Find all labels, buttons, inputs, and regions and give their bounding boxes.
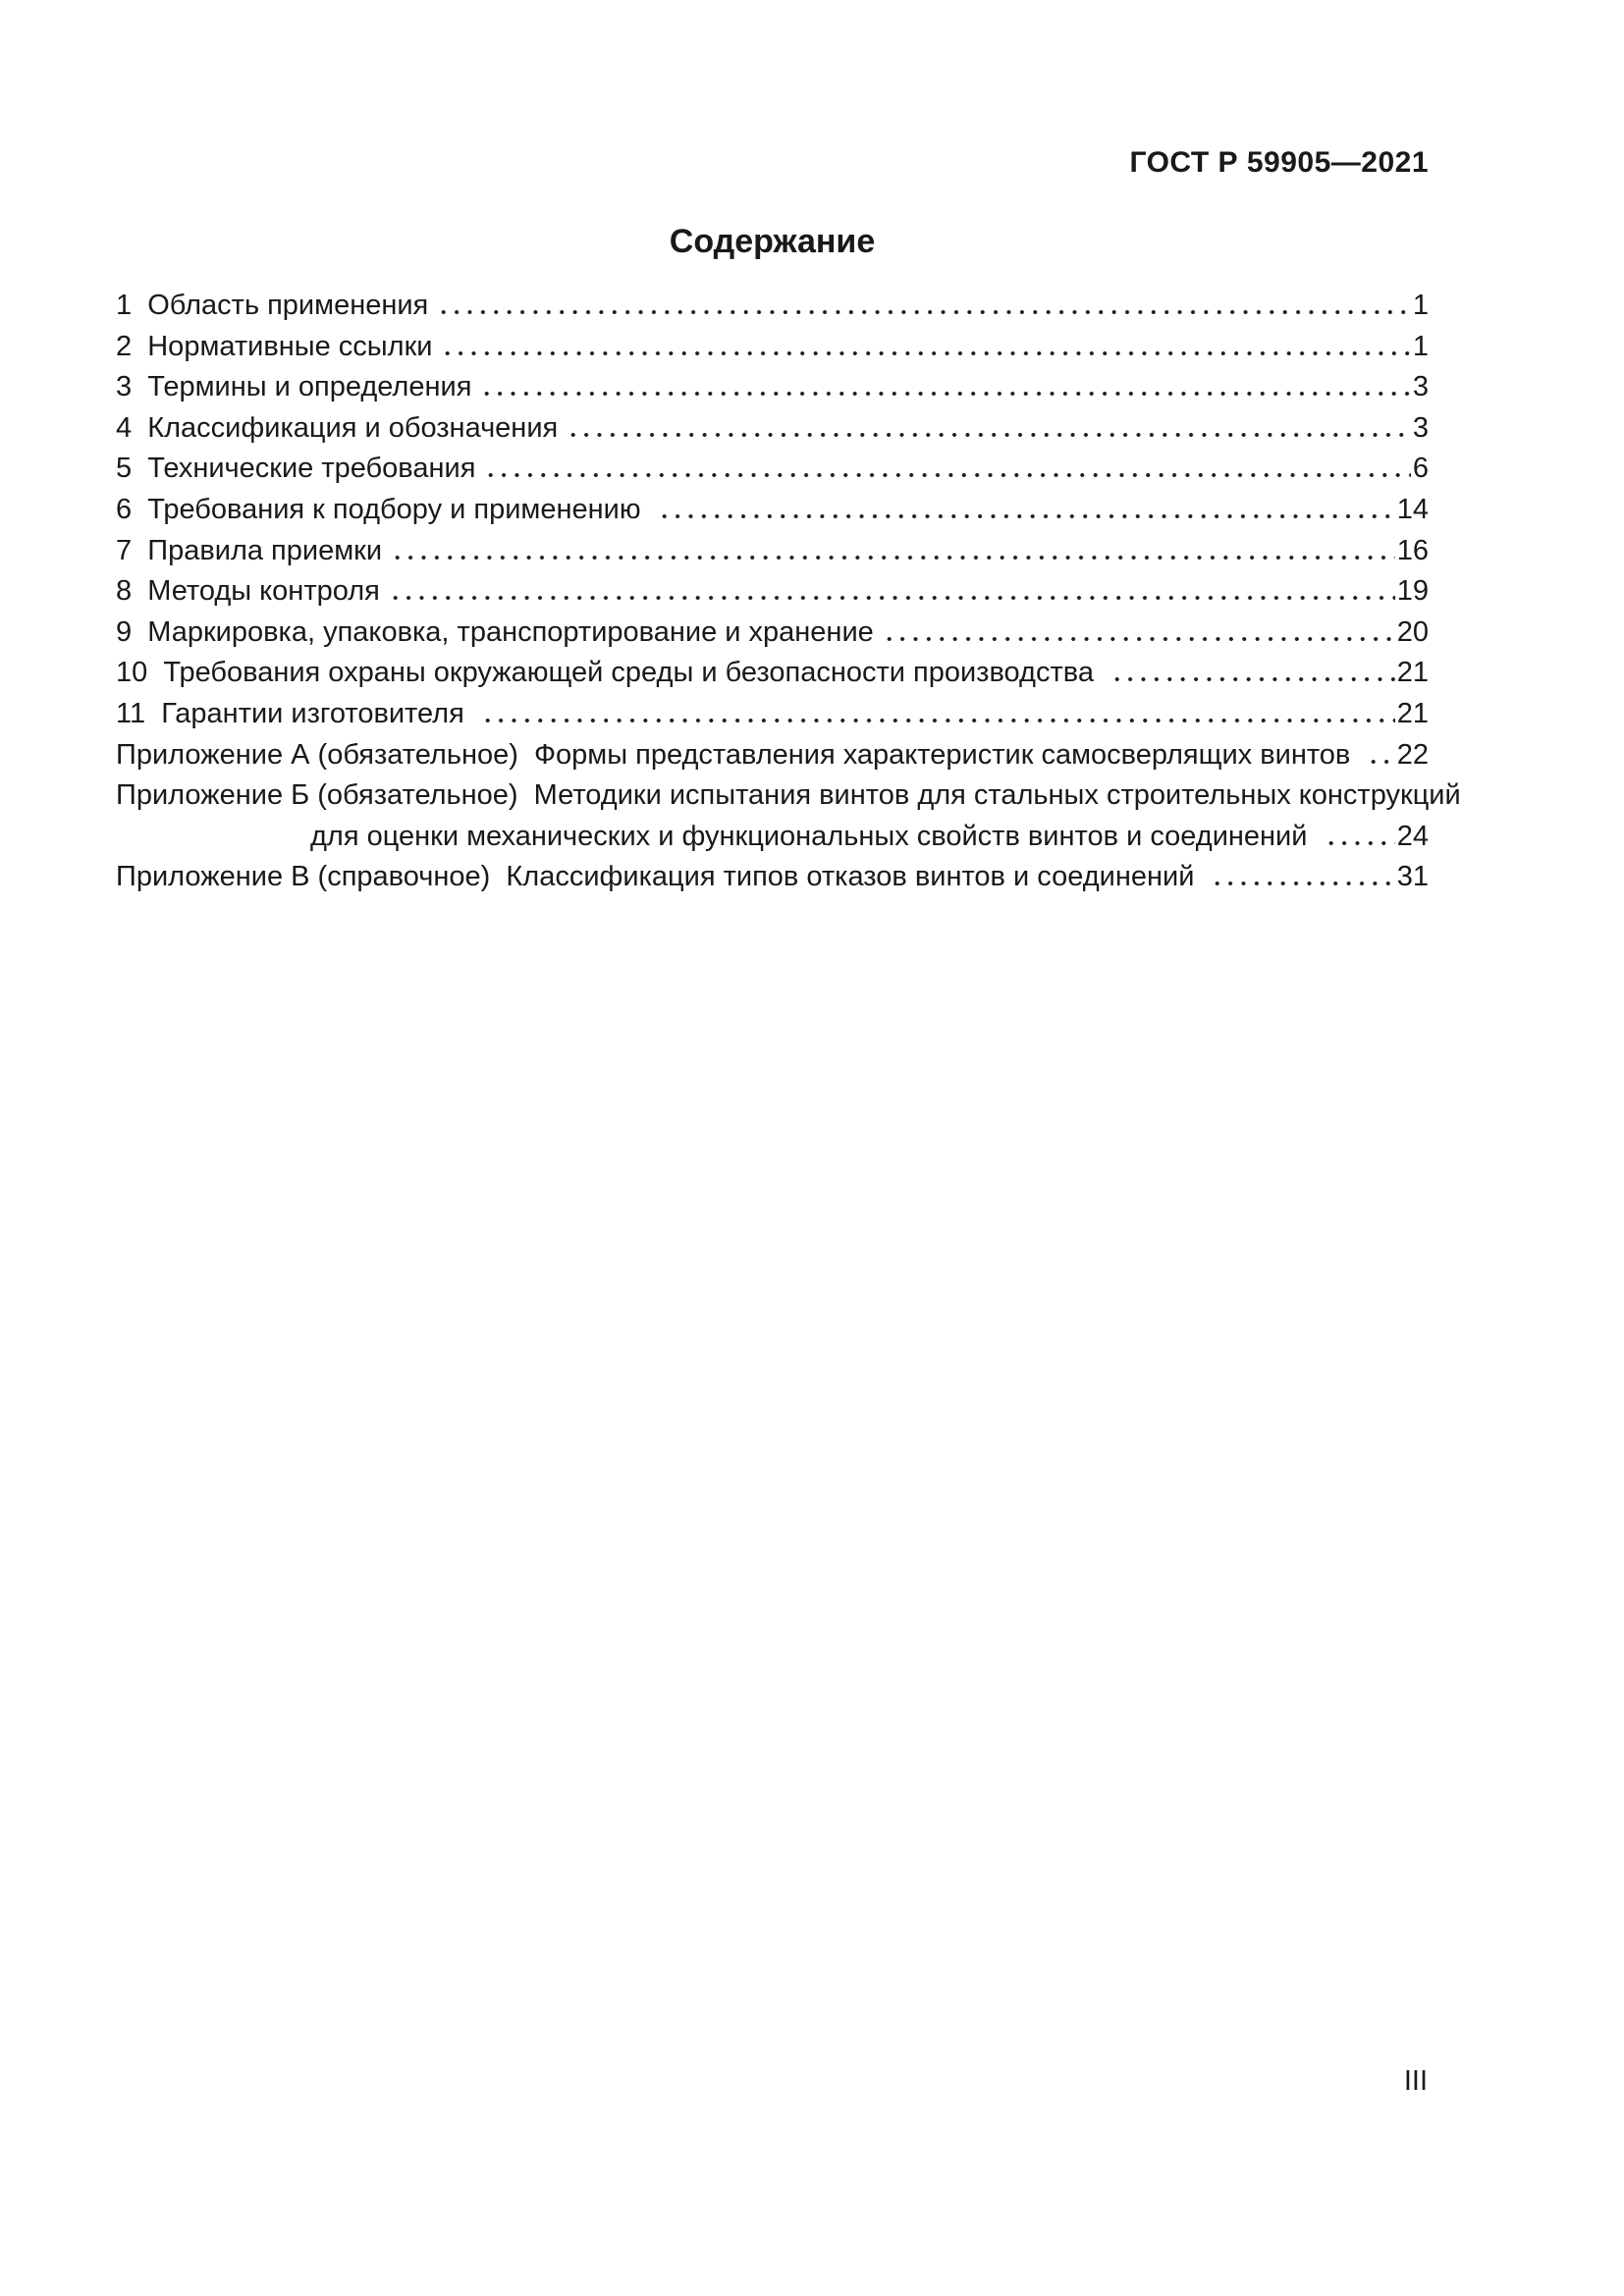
- dot-leader: [482, 449, 1410, 490]
- toc-entry-label: Приложение А (обязательное) Формы представления характеристик самосверлящих винтов: [116, 738, 1359, 771]
- toc-entry: [116, 408, 1429, 450]
- toc-entry-label: 6 Требования к подбору и применению: [116, 493, 649, 525]
- dot-leader: [1209, 857, 1394, 898]
- toc-entry-appendix-b-line1: [116, 775, 1461, 817]
- toc-entry-page: 31: [1396, 861, 1429, 893]
- toc-entry: [116, 327, 1429, 368]
- toc-entry-page: 19: [1396, 575, 1429, 608]
- toc-entry: [116, 286, 1429, 327]
- table-of-contents: [116, 286, 1461, 898]
- dot-leader: [439, 327, 1410, 368]
- toc-entry-page: 21: [1396, 697, 1429, 729]
- toc-entry-label: 9 Маркировка, упаковка, транспортирование и хранение: [116, 615, 874, 648]
- toc-entry-page: 22: [1396, 738, 1429, 771]
- toc-entry: [116, 367, 1429, 408]
- toc-entry: [116, 531, 1429, 572]
- toc-entry-page: 14: [1396, 493, 1429, 525]
- dot-leader: [478, 367, 1410, 408]
- toc-entry-appendix-a: [116, 735, 1429, 776]
- toc-entry: [116, 613, 1429, 654]
- toc-entry-label: Приложение Б (обязательное) Методики испытания винтов для стальных строительных конструкций: [116, 779, 1461, 812]
- dot-leader: [435, 286, 1411, 327]
- toc-entry: [116, 694, 1429, 735]
- toc-entry-label: 10 Требования охраны окружающей среды и безопасности производства: [116, 657, 1103, 689]
- dot-leader: [656, 490, 1395, 531]
- toc-entry: [116, 571, 1429, 613]
- toc-entry: [116, 449, 1429, 490]
- dot-leader: [479, 694, 1395, 735]
- toc-entry-label: для оценки механических и функциональных свойств винтов и соединений: [310, 820, 1316, 852]
- dot-leader: [1365, 735, 1394, 776]
- toc-entry-label: 11 Гарантии изготовителя: [116, 697, 472, 729]
- toc-entry-page: 1: [1412, 290, 1429, 321]
- toc-entry-page: 20: [1396, 615, 1429, 648]
- dot-leader: [387, 571, 1395, 613]
- toc-entry-page: 24: [1396, 820, 1429, 852]
- toc-entry-page: 1: [1412, 330, 1429, 362]
- toc-entry-label: 7 Правила приемки: [116, 534, 383, 566]
- toc-entry-page: 3: [1412, 371, 1429, 403]
- toc-entry-label: 3 Термины и определения: [116, 371, 472, 403]
- toc-entry-label: 2 Нормативные ссылки: [116, 330, 433, 362]
- toc-entry-label: 4 Классификация и обозначения: [116, 411, 559, 444]
- dot-leader: [1323, 817, 1395, 858]
- toc-entry: [116, 653, 1429, 694]
- toc-entry-label: 8 Методы контроля: [116, 575, 380, 608]
- page-number: III: [1403, 2065, 1428, 2097]
- toc-entry-page: 6: [1412, 453, 1429, 485]
- toc-entry-label: Приложение В (справочное) Классификация типов отказов винтов и соединений: [116, 861, 1203, 893]
- standard-designation: ГОСТ Р 59905—2021: [1129, 146, 1429, 179]
- dot-leader: [389, 531, 1395, 572]
- toc-entry-page: 16: [1396, 534, 1429, 566]
- toc-entry: [116, 490, 1429, 531]
- toc-entry-appendix-v: [116, 857, 1429, 898]
- toc-entry-label: 5 Технические требования: [116, 453, 476, 485]
- dot-leader: [881, 613, 1395, 654]
- toc-entry-page: 21: [1396, 657, 1429, 689]
- toc-entry-label: 1 Область применения: [116, 290, 429, 321]
- page-title: Содержание: [669, 223, 876, 260]
- toc-entry-page: 3: [1412, 411, 1429, 444]
- dot-leader: [565, 408, 1411, 450]
- toc-entry-appendix-b-line2: [116, 817, 1429, 858]
- dot-leader: [1109, 653, 1395, 694]
